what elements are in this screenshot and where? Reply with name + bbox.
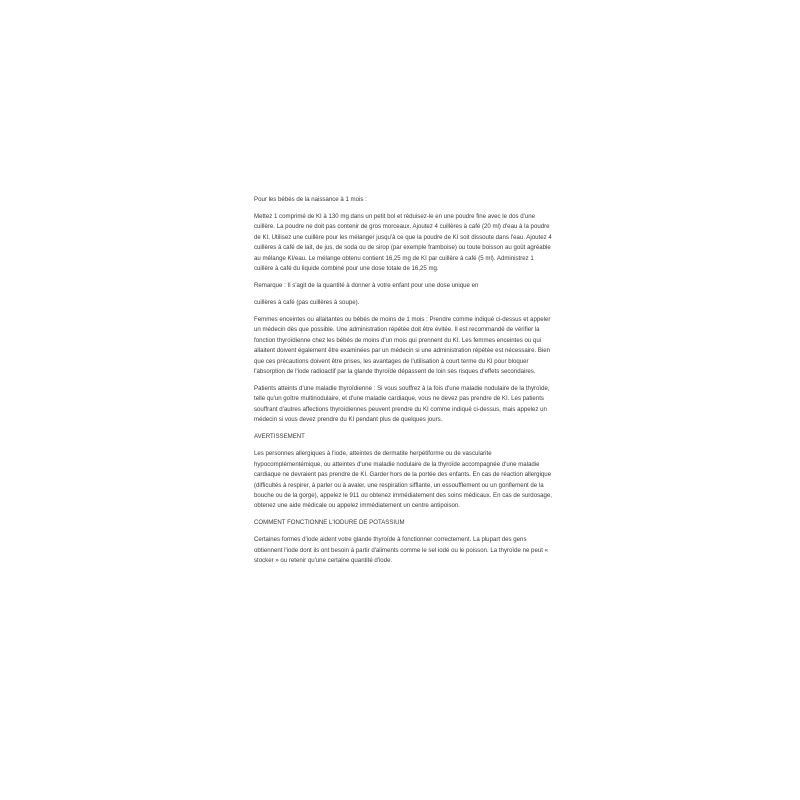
infant-dose-instructions: Mettez 1 comprimé de KI à 130 mg dans un petit bol et réduisez-le en une poudre fine avec le dos d'une cuillère. La poudre ne doit pas contenir de gros morceaux. Ajoutez 4 cuillères à café (20 ml) d'eau à la poudre de KI. Utilisez une cuillère pour les mélanger jusqu'à ce que la poudre de KI soit dissoute dans l'eau. Ajoutez 4 cuillères à café de lait, de jus, de soda ou de sirop (par exemple framboise) ou toute boisson au goût agréable au mélange KI/eau. Le mélange obtenu contient 16,25 mg de KI par cuillère à café (5 ml). Administrez 1 cuillère à café du liquide combiné pour une dose totale de 16,25 mg. — [254, 213, 552, 273]
warning-heading: AVERTISSEMENT — [254, 433, 305, 441]
pregnant-women-paragraph: Femmes enceintes ou allaitantes ou bébés de moins de 1 mois : Prendre comme indiqué ci-dessus et appeler un médecin dès que possible. Une administration répétée doit être évitée. Il est recommandé de vérifier la fonction thyroïdienne chez les bébés de moins d'un mois qui prennent du KI. Les femmes enceintes ou qui allaitent doivent également être examinées par un médecin si une administration répétée est nécessaire. Bien que ces précautions doivent être prises, les avantages de l'utilisation à court terme du KI pour bloquer l'absorption de l'iode radioactif par la glande thyroïde dépassent de loin ses risques d'effets secondaires. — [254, 316, 551, 376]
remark-paragraph: Remarque : Il s'agit de la quantité à donner à votre enfant pour une dose unique en — [254, 282, 479, 290]
remark-continuation: cuillères à café (pas cuillères à soupe). — [254, 299, 360, 307]
how-it-works-paragraph: Certaines formes d'iode aident votre glande thyroïde à fonctionner correctement. La plupart des gens obtiennent l'iode dont ils ont besoin à partir d'aliments comme le sel iodé ou le poisson. La thyroïde ne peut « stocker » ou retenir qu'une certaine quantité d'iode. — [254, 536, 548, 565]
thyroid-patients-paragraph: Patients atteints d'une maladie thyroïdienne : Si vous souffrez à la fois d'une maladie nodulaire de la thyroïde, telle qu'un goître multinodulaire, et d'une maladie cardiaque, vous ne devez pas prendre de KI. Les patients souffrant d'autres affections thyroïdiennes peuvent prendre du KI comme indiqué ci-dessus, mais appelez un médecin si vous devez prendre du KI pendant plus de quelques jours. — [254, 385, 550, 424]
document-body — [254, 195, 554, 573]
warning-paragraph: Les personnes allergiques à l'iode, atteintes de dermatite herpétiforme ou de vascularite hypocomplémentémique, ou atteintes d'une maladie nodulaire de la thyroïde accompagnée d'une maladie cardiaque ne devraient pas prendre de KI. Garder hors de la portée des enfants. En cas de réaction allergique (difficultés à respirer, à parler ou à avaler, une respiration sifflante, un essoufflement ou un gonflement de la bouche ou de la gorge), appelez le 911 ou obtenez immédiatement des soins médicaux. En cas de surdosage, obtenez une aide médicale ou appelez immédiatement un centre antipoison. — [254, 450, 552, 510]
infant-dose-heading: Pour les bébés de la naissance à 1 mois : — [254, 196, 367, 203]
how-it-works-heading: COMMENT FONCTIONNE L'IODURE DE POTASSIUM — [254, 519, 405, 527]
